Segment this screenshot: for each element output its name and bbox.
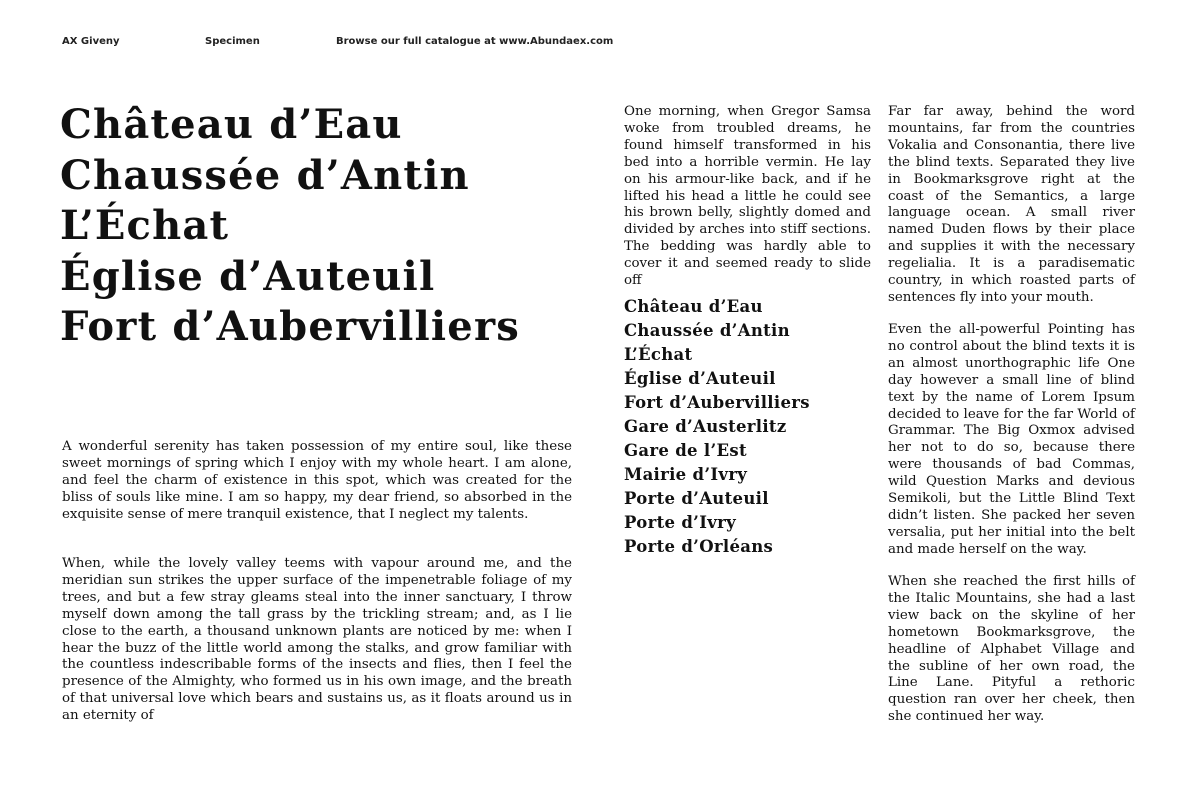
left-paragraph: A wonderful serenity has taken possession of my entire soul, like these sweet mornings of spring which I enjoy with my whole heart. I am alone, and feel the charm of existence in this spot, which was created for the bliss of souls like mine. I am so happy, my dear friend, so absorbed in the exquisite sense of mere tranquil existence, that I neglect my talents. bbox=[62, 439, 572, 522]
middle-paragraph: One morning, when Gregor Samsa woke from troubled dreams, he found himself transformed in his bed into a horrible vermin. He lay on his armour-like back, and if he lifted his head a little he could see his brown belly, slightly domed and divided by arches into stiff sections. The bedding was hardly able to cover it and seemed ready to slide off bbox=[624, 104, 871, 289]
font-name-label: AX Giveny bbox=[62, 36, 120, 47]
display-name: Église d’Auteuil bbox=[60, 252, 436, 300]
specimen-label: Specimen bbox=[205, 36, 260, 47]
station-list-item: Église d’Auteuil bbox=[624, 369, 776, 388]
right-paragraph: Even the all-powerful Pointing has no control about the blind texts it is an almost unorthographic life One day however a small line of blind text by the name of Lorem Ipsum decided to leave for the far World of Grammar. The Big Oxmox advised her not to do so, because there were thousands of bad Commas, wild Question Marks and devious Semikoli, but the Little Blind Text didn’t listen. She packed her seven versalia, put her initial into the belt and made herself on the way. bbox=[888, 322, 1135, 557]
right-paragraph: Far far away, behind the word mountains, far from the countries Vokalia and Consonantia, there live the blind texts. Separated they live in Bookmarksgrove right at the coast of the Semantics, a large language ocean. A small river named Duden flows by their place and supplies it with the necessary regelialia. It is a paradisematic country, in which roasted parts of sentences fly into your mouth. bbox=[888, 104, 1135, 305]
display-name: L’Échat bbox=[60, 202, 230, 249]
display-name: Chaussée d’Antin bbox=[60, 151, 470, 199]
station-list-item: Château d’Eau bbox=[624, 297, 763, 316]
station-list-item: Mairie d’Ivry bbox=[624, 465, 748, 484]
station-list-item: Porte d’Orléans bbox=[624, 537, 774, 556]
station-list-item: Chaussée d’Antin bbox=[624, 321, 790, 340]
station-list-item: Porte d’Ivry bbox=[624, 513, 736, 532]
station-list-item: L’Échat bbox=[624, 345, 693, 364]
catalogue-link-text: Browse our full catalogue at www.Abundaex.com bbox=[336, 36, 614, 47]
display-name: Château d’Eau bbox=[60, 101, 403, 148]
display-name-list bbox=[60, 100, 520, 353]
station-list bbox=[624, 295, 810, 559]
station-list-item: Porte d’Auteuil bbox=[624, 489, 769, 508]
station-list-item: Fort d’Aubervilliers bbox=[624, 393, 810, 412]
display-name: Fort d’Aubervilliers bbox=[60, 303, 520, 350]
station-list-item: Gare d’Austerlitz bbox=[624, 417, 787, 436]
right-paragraph: When she reached the first hills of the Italic Mountains, she had a last view back on the skyline of her hometown Bookmarksgrove, the headline of Alphabet Village and the subline of her own road, the Line Lane. Pityful a rethoric question ran over her cheek, then she continued her way. bbox=[888, 574, 1135, 725]
left-paragraph: When, while the lovely valley teems with vapour around me, and the meridian sun strikes the upper surface of the impenetrable foliage of my trees, and but a few stray gleams steal into the inner sanctuary, I throw myself down among the tall grass by the trickling stream; and, as I lie close to the earth, a thousand unknown plants are noticed by me: when I hear the buzz of the little world among the stalks, and grow familiar with the countless indescribable forms of the insects and flies, then I feel the presence of the Almighty, who formed us in his own image, and the breath of that universal love which bears and sustains us, as it floats around us in an eternity of bbox=[62, 556, 572, 724]
station-list-item: Gare de l’Est bbox=[624, 441, 747, 460]
